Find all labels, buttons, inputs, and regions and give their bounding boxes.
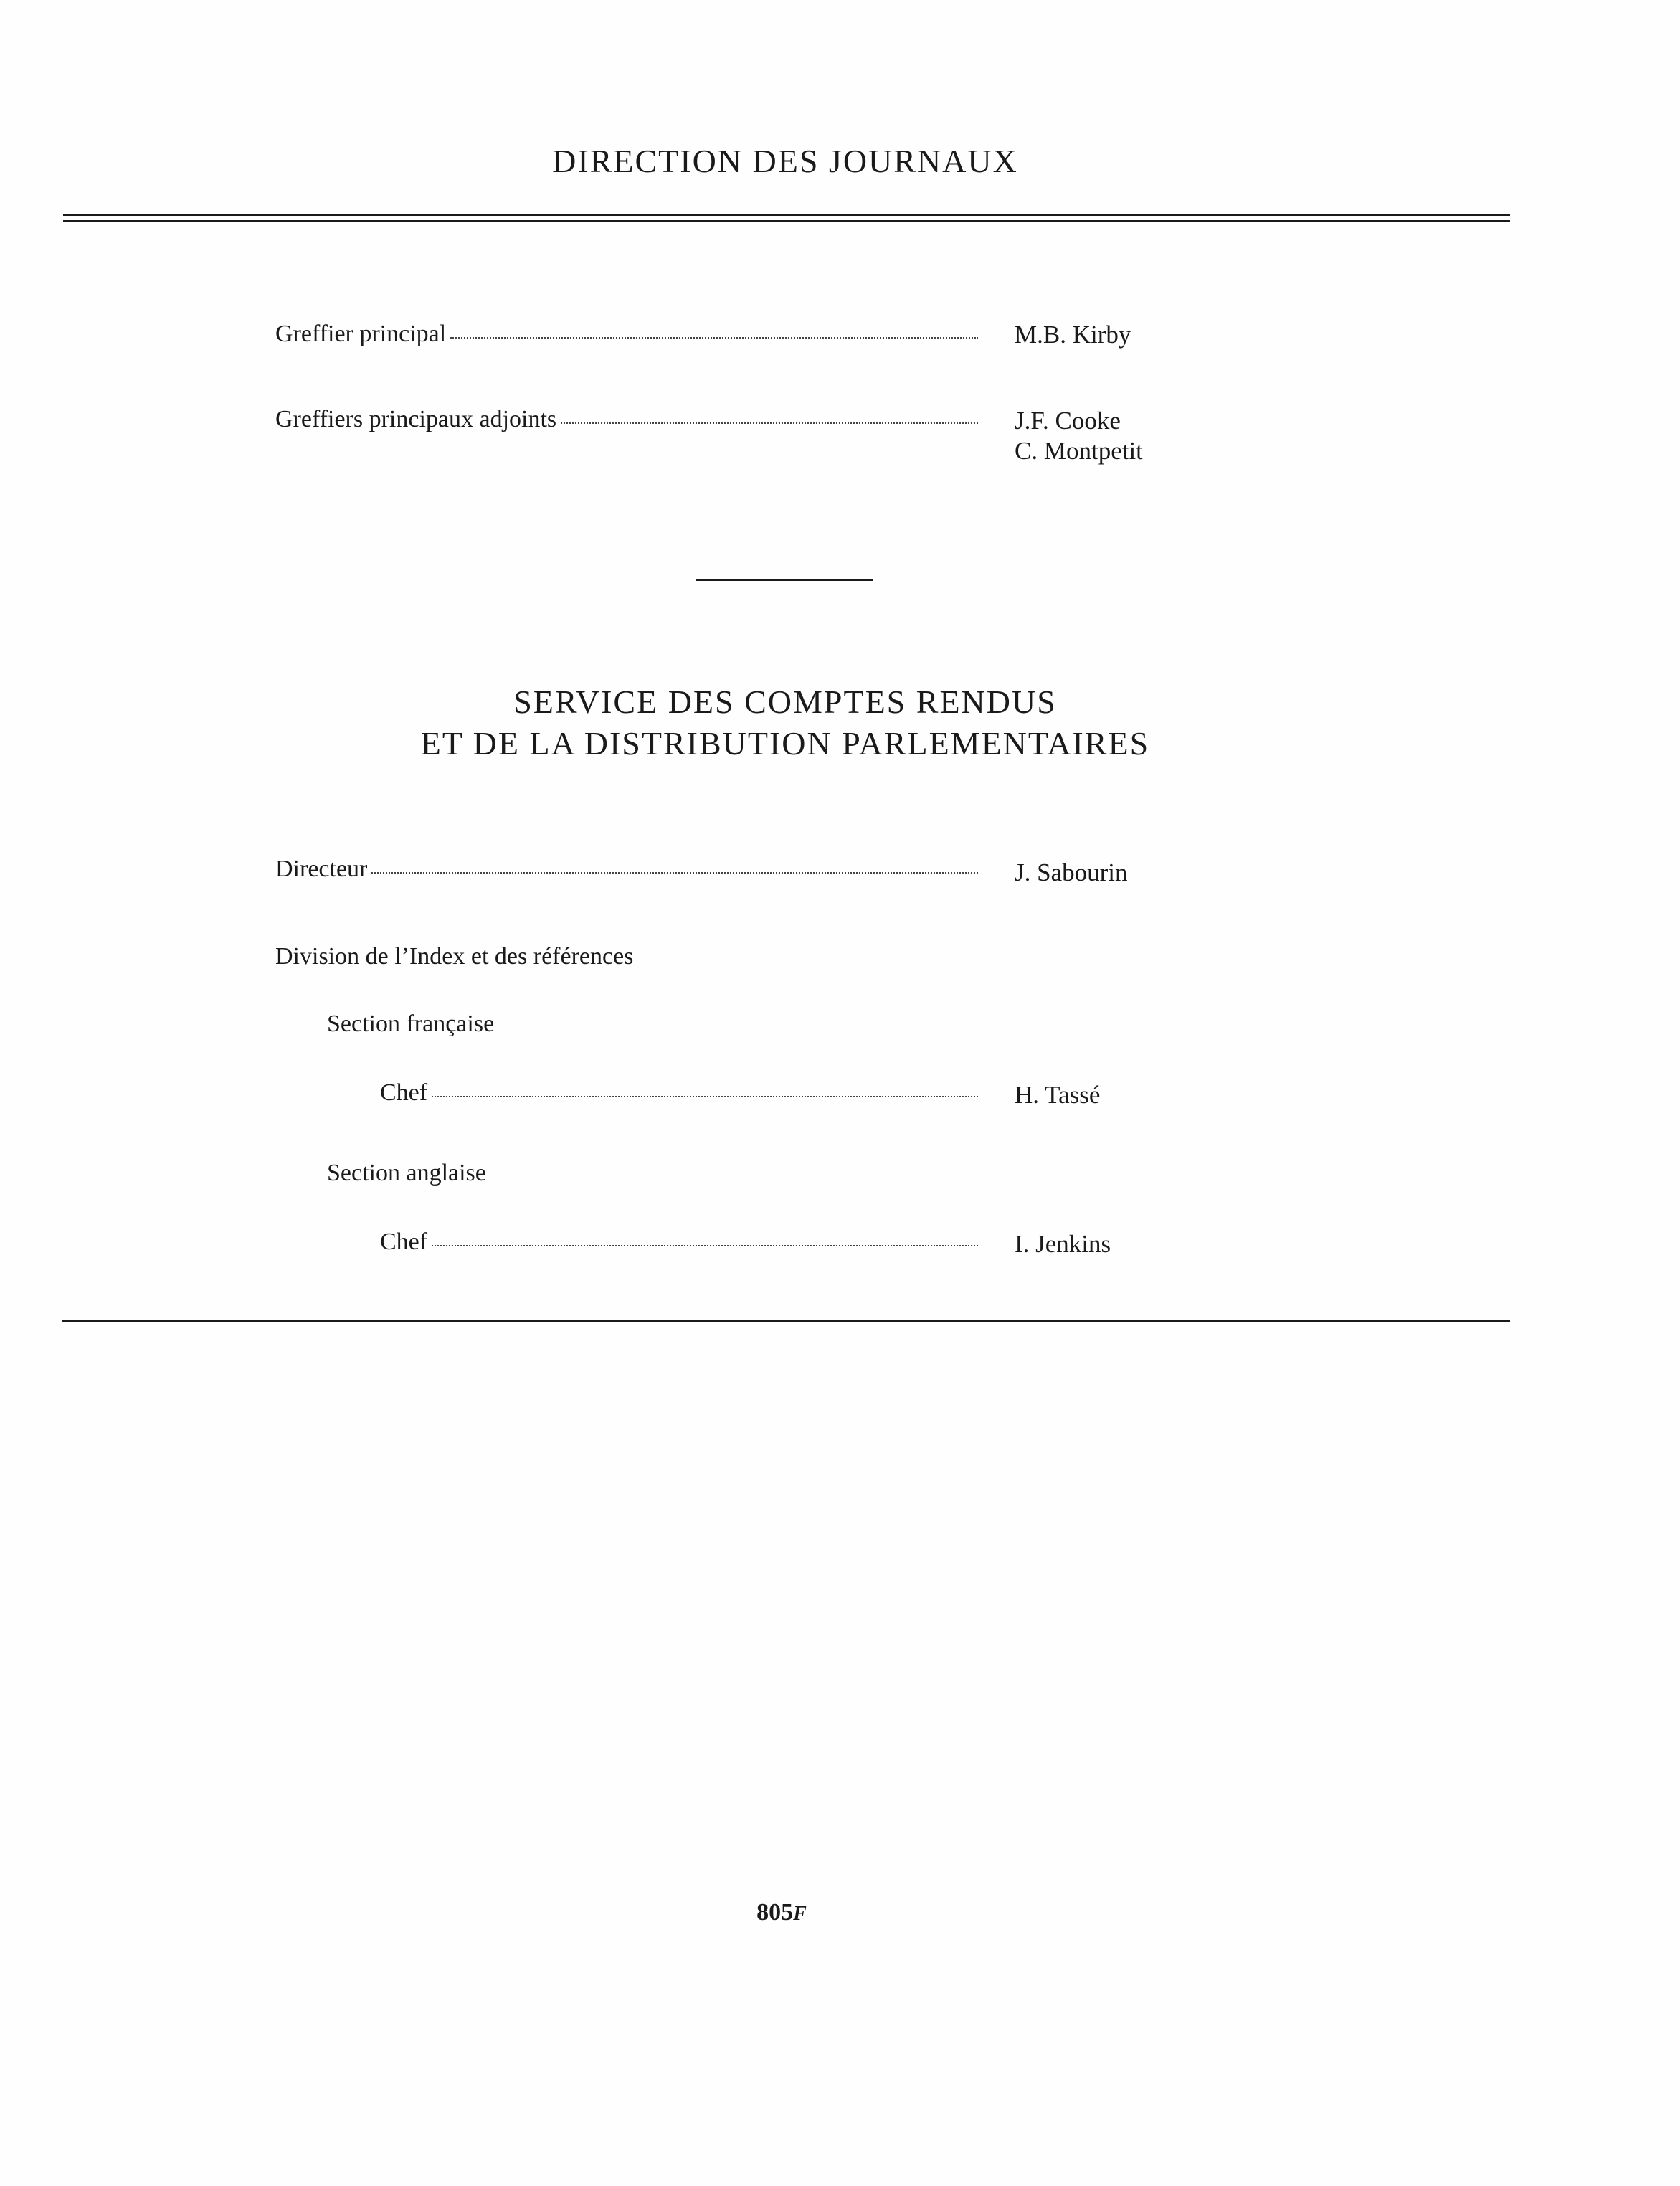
short-rule-divider <box>696 579 873 581</box>
subsection-francaise: Section française <box>327 1011 495 1037</box>
entry-greffiers-adjoints <box>275 404 981 435</box>
dot-leader <box>371 872 978 874</box>
section-title-direction-des-journaux: DIRECTION DES JOURNAUX <box>552 143 1018 179</box>
dot-leader <box>450 337 978 339</box>
entry-name: H. Tassé <box>1015 1081 1101 1109</box>
entry-label: Chef <box>380 1079 428 1106</box>
entry-name: C. Montpetit <box>1015 437 1143 465</box>
entry-directeur <box>275 853 981 885</box>
entry-greffier-principal <box>275 318 981 350</box>
page-number-value: 805 <box>756 1899 794 1926</box>
dot-leader <box>561 422 978 424</box>
subsection-anglaise: Section anglaise <box>327 1160 486 1186</box>
page-number-suffix: F <box>793 1903 807 1925</box>
entry-label: Directeur <box>275 856 368 882</box>
bottom-rule-divider <box>62 1320 1510 1322</box>
entry-chef-francaise <box>380 1077 981 1109</box>
section-title-line-2: ET DE LA DISTRIBUTION PARLEMENTAIRES <box>420 725 1150 762</box>
section-title-line-1: SERVICE DES COMPTES RENDUS <box>513 683 1057 720</box>
page-number <box>717 1899 846 1926</box>
entry-label: Chef <box>380 1229 428 1255</box>
double-rule-divider <box>63 214 1510 222</box>
entry-label: Greffier principal <box>275 321 447 347</box>
dot-leader <box>432 1245 978 1246</box>
entry-name: J.F. Cooke <box>1015 407 1121 435</box>
entry-name: J. Sabourin <box>1015 858 1128 886</box>
entry-name: I. Jenkins <box>1015 1230 1111 1258</box>
division-heading: Division de l’Index et des références <box>275 943 634 970</box>
dot-leader <box>432 1096 978 1097</box>
entry-chef-anglaise <box>380 1226 981 1258</box>
entry-label: Greffiers principaux adjoints <box>275 406 557 432</box>
entry-name: M.B. Kirby <box>1015 321 1131 349</box>
